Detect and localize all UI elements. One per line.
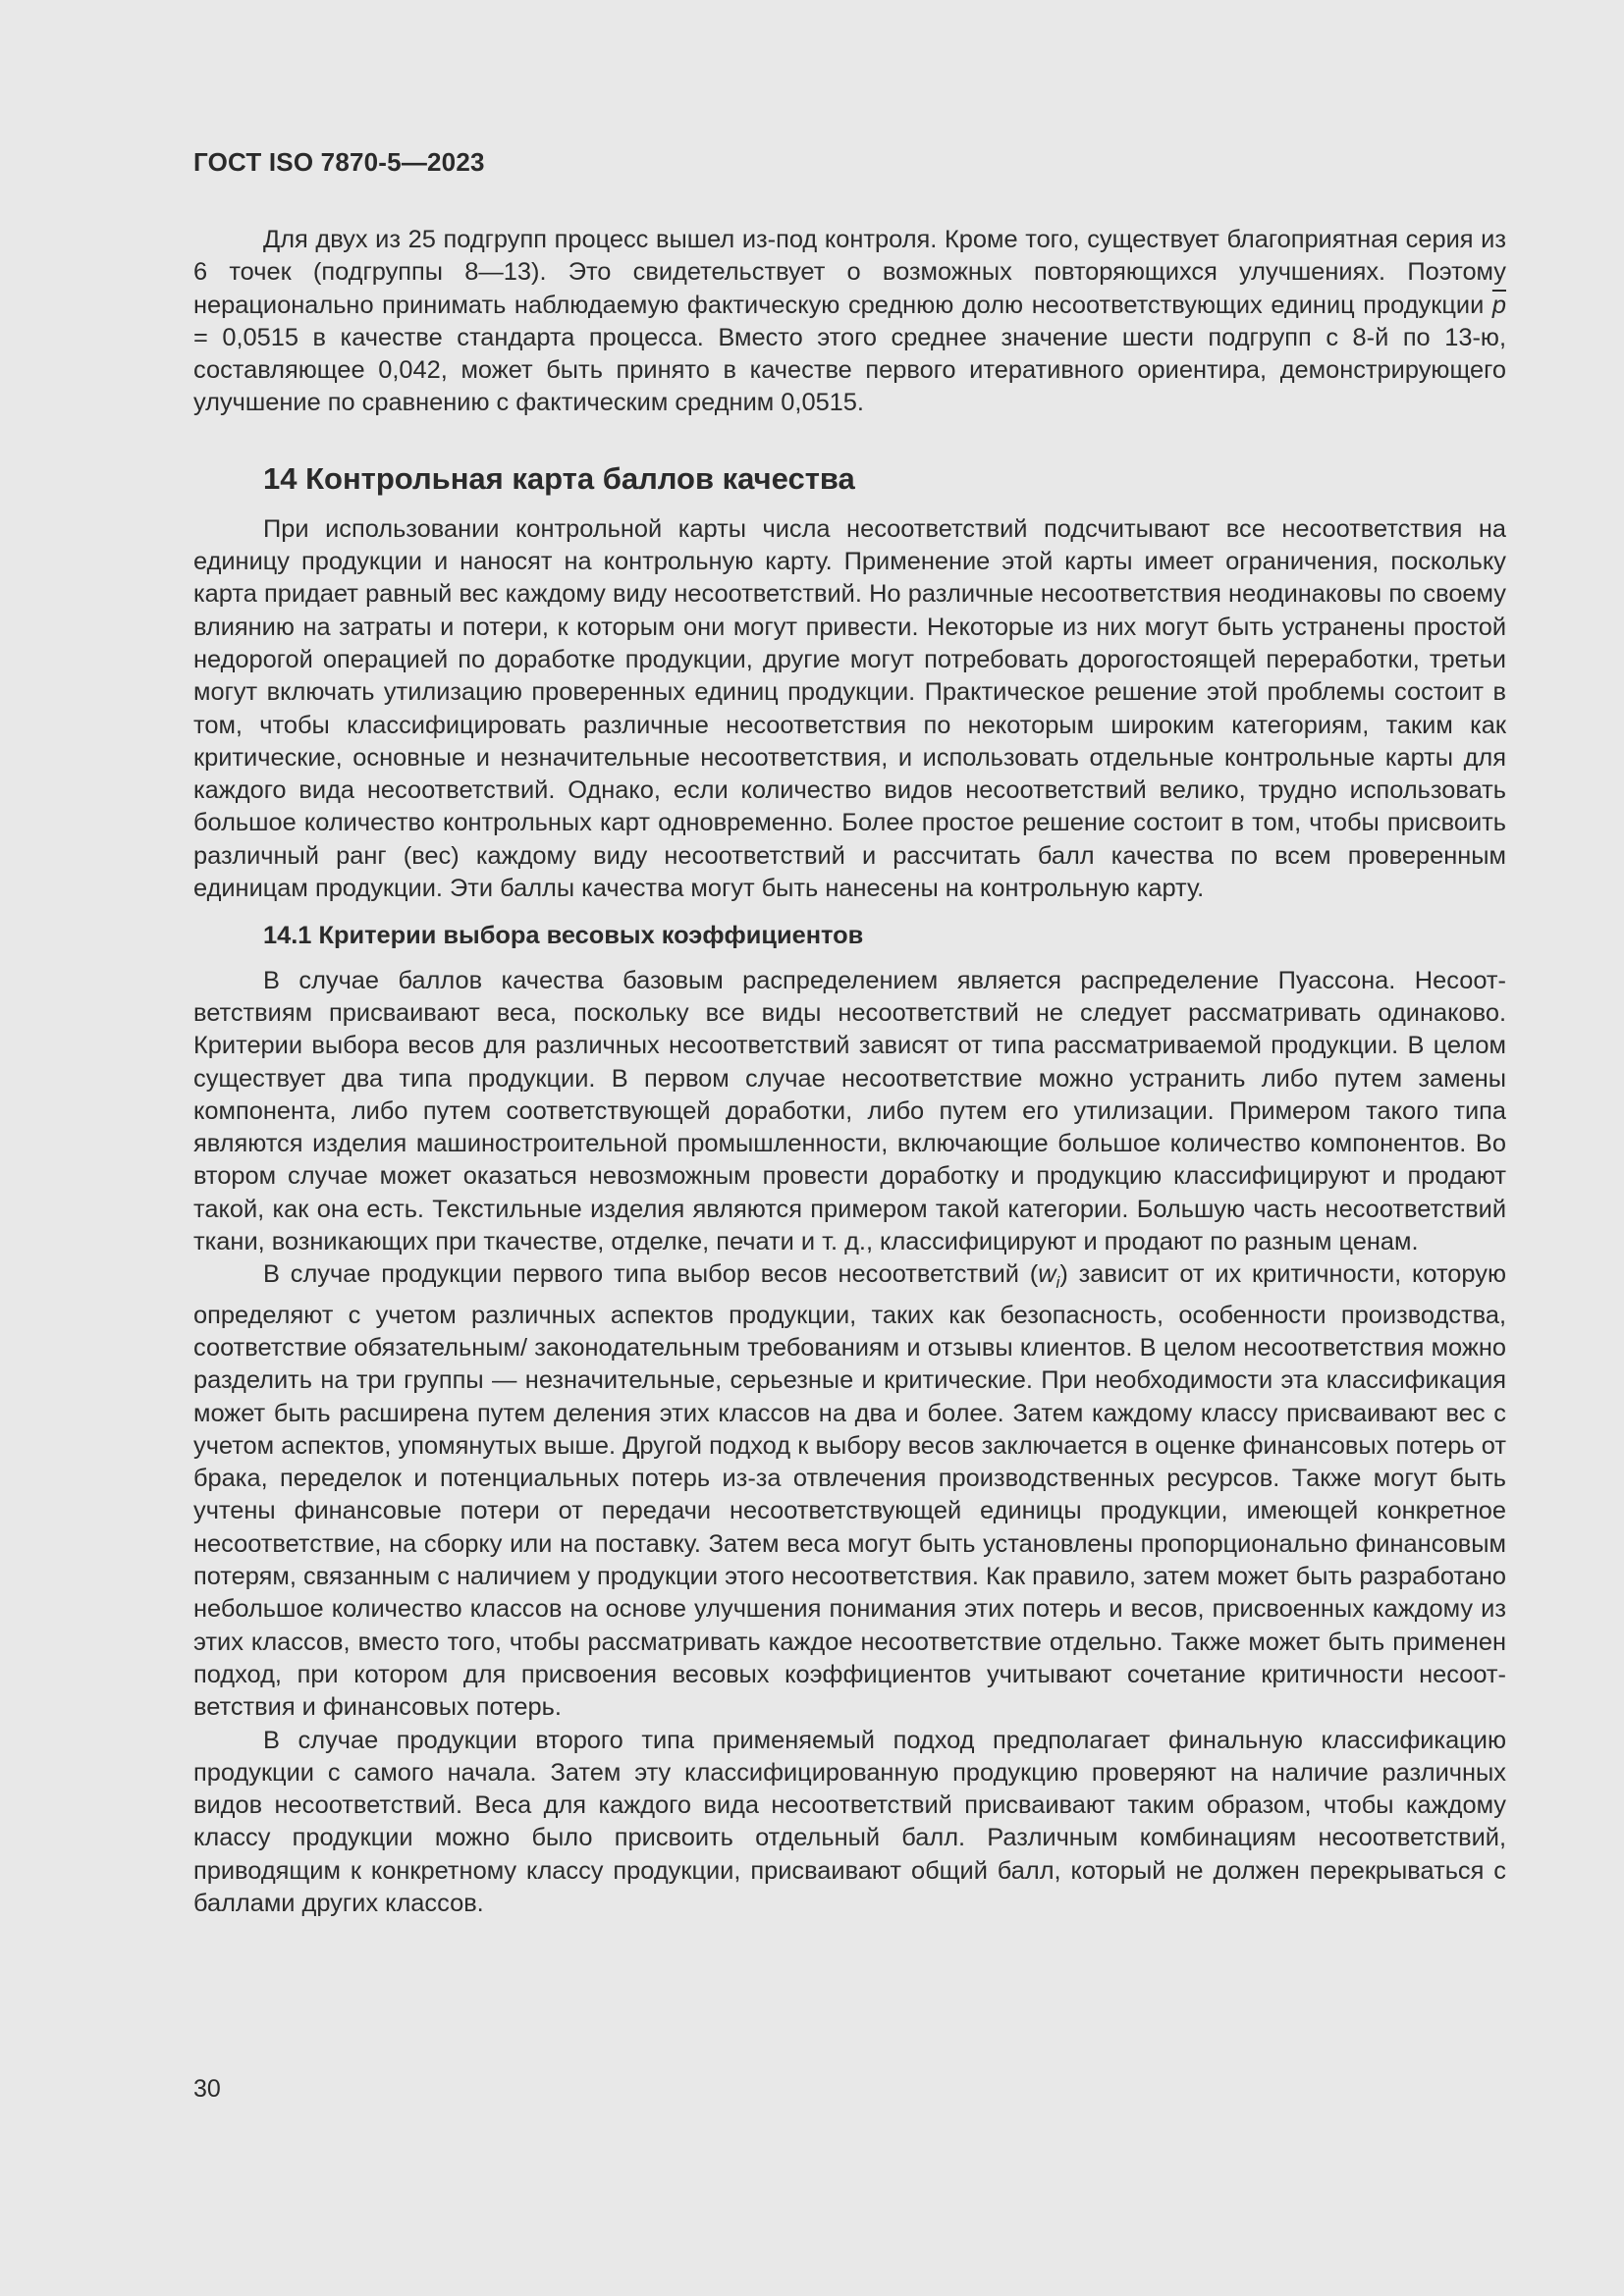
intro-text-part-2: = 0,0515 в качестве стандарта процесса. Вместо этого среднее значение шести подгрупп с 8-й по 13-ю, составляющее 0,042, может быть принято в качестве первого итеративного ориентира, демонстрирующего улучшение по сравнению с фактическим средним 0,0515. — [193, 323, 1506, 417]
section-14-paragraph: При использовании контрольной карты числа несоответствий подсчитывают все несоответствия на единицу продукции и наносят на контрольную карту. Применение этой карты имеет ограничения, поскольку карта придает равный вес каждому виду несоответствий. Но различные несоответствия неодинаковы по своему влиянию на затраты и потери, к которым они могут привести. Некоторые из них могут быть устранены простой недорогой операцией по доработке продукции, другие могут потребовать дорогостоящей переработки, третьи могут включать утилизацию проверенных единиц продукции. Практическое решение этой проблемы состоит в том, чтобы классифицировать различные несоответствия по некоторым широким категориям, таким как критические, основные и незначительные несоответствия, и использовать отдельные контрольные карты для каждого вида несоответствий. Однако, если количество видов несоответствий велико, трудно использовать большое количество контрольных карт одновременно. Более простое решение состоит в том, чтобы присвоить различный ранг (вес) каждому виду несоответствий и рассчитать балл качества по всем проверенным единицам продукции. Эти баллы качества могут быть нанесены на контрольную карту. — [193, 514, 1506, 903]
paragraph-2-text-part-2: ) зависит от их критичности, которую определяют с учетом различных аспектов продукции, таких как безопасность, особенности производства, соответствие обязательным/ законодательным требованиям и отзывы клиентов. В целом несоответствия можно разделить на три группы — незначительные, серьезные и критические. При необходимости эта классификация может быть расширена путем деления этих классов на два и более. Затем каждому классу присваивают вес с учетом аспектов, упомянутых выше. Другой подход к выбору весов заключается в оценке финансовых потерь от брака, переделок и потенциальных потерь из-за отвлечения производственных ресурсов. Также могут быть учтены финансовые потери от передачи несоответствующей единицы продукции, имеющей конкретное несоответствие, на сборку или на поставку. Затем веса могут быть установлены пропорционально финансовым потерям, связанным с наличием у продукции этого несоответствия. Как правило, затем может быть разработано небольшое количество классов на основе улучшения понимания этих потерь и весов, присвоенных каждому из этих классов, вместо того, чтобы рассматривать каждое несоответствие отдельно. Также может быть применен подход, при котором для присвоения весовых коэффициентов учитывают сочетание критичности несоответствия и финансовых потерь. — [193, 1260, 1506, 1722]
weight-symbol-w: w — [1038, 1260, 1056, 1289]
document-code-header: ГОСТ ISO 7870-5—2023 — [193, 147, 485, 177]
paragraph-2-text-part-1: В случае продукции первого типа выбор весов несоответствий ( — [263, 1260, 1039, 1289]
section-14-heading: 14 Контрольная карта баллов качества — [263, 460, 855, 496]
weight-symbol — [1038, 1260, 1060, 1293]
subsection-14-1-paragraph-3: В случае продукции второго типа применяемый подход предполагает финальную классификацию продукции с самого начала. Затем эту классифицированную продукцию проверяют на наличие различных видов несоответствий. Веса для каждого вида несоответствий присваивают таким образом, чтобы каждому классу продукции можно было присвоить отдельный балл. Различным комбинациям несоответствий, приводящим к конкретному классу продукции, присваивают общий балл, который не должен перекрываться с баллами других классов. — [193, 1726, 1506, 1918]
subsection-14-1-paragraph-1: В случае баллов качества базовым распределением является распределение Пуассона. Несоответствиям присваивают веса, поскольку все виды несоответствий не следует рассматривать одинаково. Критерии выбора весов для различных несоответствий зависят от типа рассматриваемой продукции. В целом существует два типа продукции. В первом случае несоответствие можно устранить либо путем замены компонента, либо путем соответствующей доработки, либо путем его утилизации. Примером такого типа являются изделия машиностроительной промышленности, включающие большое количество компонентов. Во втором случае может оказаться невозможным провести доработку и продукцию классифицируют и продают такой, как она есть. Текстильные изделия являются примером такой категории. Большую часть несоответствий ткани, возникающих при ткачестве, отделке, печати и т. д., классифицируют и продают по разным ценам. — [193, 966, 1506, 1256]
intro-paragraph — [193, 224, 1506, 420]
subsection-14-1-paragraph-2 — [193, 1258, 1506, 1724]
p-bar-symbol: $\overline{p}$ — [1491, 291, 1506, 319]
weight-symbol-subscript: i — [1056, 1273, 1060, 1293]
page-number: 30 — [193, 2075, 221, 2103]
page-content — [193, 224, 1506, 1920]
subsection-14-1-heading: 14.1 Критерии выбора весовых коэффициентов — [263, 922, 864, 950]
intro-text-part-1: Для двух из 25 подгрупп процесс вышел из-под контроля. Кроме того, существует благоприятная серия из 6 точек (подгруппы 8—13). Это свидетельствует о возможных повторяющихся улучшениях. Поэтому нерационально принимать наблюдаемую фактическую среднюю долю несоответствующих единиц продукции — [193, 226, 1506, 319]
